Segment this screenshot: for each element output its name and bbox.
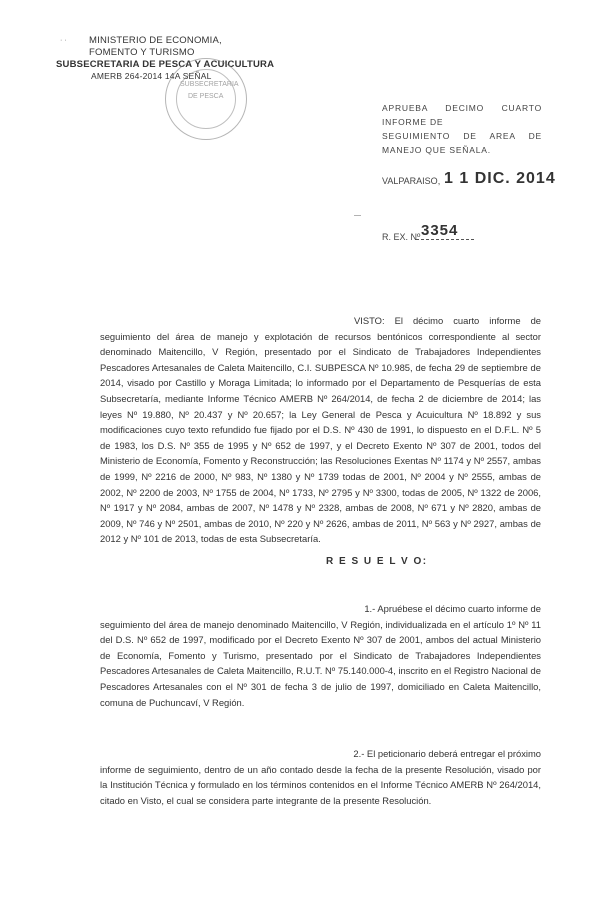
resolution-underline	[416, 239, 474, 240]
amerb-reference: AMERB 264-2014 14A SEÑAL	[91, 71, 212, 81]
visto-paragraph	[100, 313, 541, 547]
subsecretaria-line: SUBSECRETARIA DE PESCA Y ACUICULTURA	[56, 59, 275, 70]
visto-text: VISTO: El décimo cuarto informe de seguimiento del área de manejo y explotación de recursos bentónicos correspondiente al sector denominado Maitencillo, V Región, presentado por el Sindicato de Trabajadores Independientes Pescadores Artesanales de Caleta Maitencillo, C.I. SUBPESCA Nº 10.985, de fecha 29 de septiembre de 2014, visado por Castillo y Moraga Limitada; lo informado por el Departamento de Pesquerías de esta Subsecretaría, mediante Informe Técnico AMERB Nº 264/2014, de fecha 2 de diciembre de 2014; las leyes Nº 19.880, Nº 20.437 y Nº 20.657; la Ley General de Pesca y Acuicultura Nº 18.892 y sus modificaciones cuyo texto refundido fue fijado por el D.S. Nº 430 de 1991, lo dispuesto en el D.F.L. Nº 5 de 1983, los D.S. Nº 355 de 1995 y Nº 652 de 1997, y el Decreto Exento Nº 307 de 2001, todos del Ministerio de Economía, Fomento y Reconstrucción; las Resoluciones Exentas Nº 1174 y Nº 2557, ambas de 1999, Nº 2216 de 2000, Nº 983, Nº 1380 y Nº 1739 todas de 2001, Nº 2004 y Nº 2555, ambas de 2002, Nº 2200 de 2003, Nº 1755 de 2004, Nº 1733, Nº 2795 y Nº 3300, todas de 2005, Nº 1322 de 2006, Nº 1917 y Nº 2084, ambas de 2007, Nº 1478 y Nº 2328, ambas de 2008, Nº 671 y Nº 2820, ambas de 2009, Nº 746 y Nº 2501, ambas de 2010, Nº 220 y Nº 2626, ambas de 2011, Nº 563 y Nº 2927, ambas de 2012 y Nº 101 de 2013, todas de esta Subsecretaría.	[100, 315, 541, 545]
subject-block	[382, 101, 542, 157]
official-stamp	[165, 58, 247, 140]
subject-line-1: APRUEBA DECIMO CUARTO INFORME DE	[382, 103, 542, 127]
point-1-lead: 1.- Apruébese el décimo cuarto informe de	[364, 603, 541, 614]
resolution-number: 3354	[421, 222, 459, 239]
point-2-lead: 2.- El peticionario deberá entregar el próximo	[353, 748, 541, 759]
resolution-label: R. EX. Nº	[382, 232, 421, 242]
corner-mark: · ·	[60, 37, 67, 44]
resuelvo-heading: R E S U E L V O:	[326, 556, 428, 567]
date-place: VALPARAISO,	[382, 176, 441, 186]
ministry-line-1: MINISTERIO DE ECONOMIA,	[89, 35, 222, 46]
ministry-line-2: FOMENTO Y TURISMO	[89, 47, 195, 58]
point-1-paragraph	[100, 601, 541, 710]
point-2-paragraph	[100, 746, 541, 808]
initial-mark: —	[354, 212, 361, 219]
stamp-text-top: SUBSECRETARIA	[180, 81, 239, 88]
point-1-text: seguimiento del área de manejo denominado Maitencillo, V Región, individualizada en el artículo 1º Nº 11 del D.S. Nº 652 de 1997, modificado por el Decreto Exento Nº 307 de 2001, ambos del actual Ministerio de Economía, Fomento y Turismo, presentado por el Sindicato de Trabajadores Independientes Pescadores Artesanales de Caleta Maitencillo, R.U.T. Nº 75.140.000-4, inscrito en el Registro Nacional de Pescadores Artesanales con el Nº 301 de fecha 3 de julio de 1997, domiciliado en Caleta Maitencillo, comuna de Puchuncaví, V Región.	[100, 618, 541, 708]
date-value: 1 1 DIC. 2014	[444, 170, 556, 187]
stamp-text-mid: DE PESCA	[188, 93, 224, 100]
subject-line-2: SEGUIMIENTO DE AREA DE MANEJO QUE SEÑALA.	[382, 131, 542, 155]
point-2-text: informe de seguimiento, dentro de un año contado desde la fecha de la presente Resolución, visado por la Institución Técnica y formulado en los términos contenidos en el Informe Técnico AMERB Nº 264/2014, citado en Visto, el cual se considera parte integrante de la presente Resolución.	[100, 763, 541, 806]
